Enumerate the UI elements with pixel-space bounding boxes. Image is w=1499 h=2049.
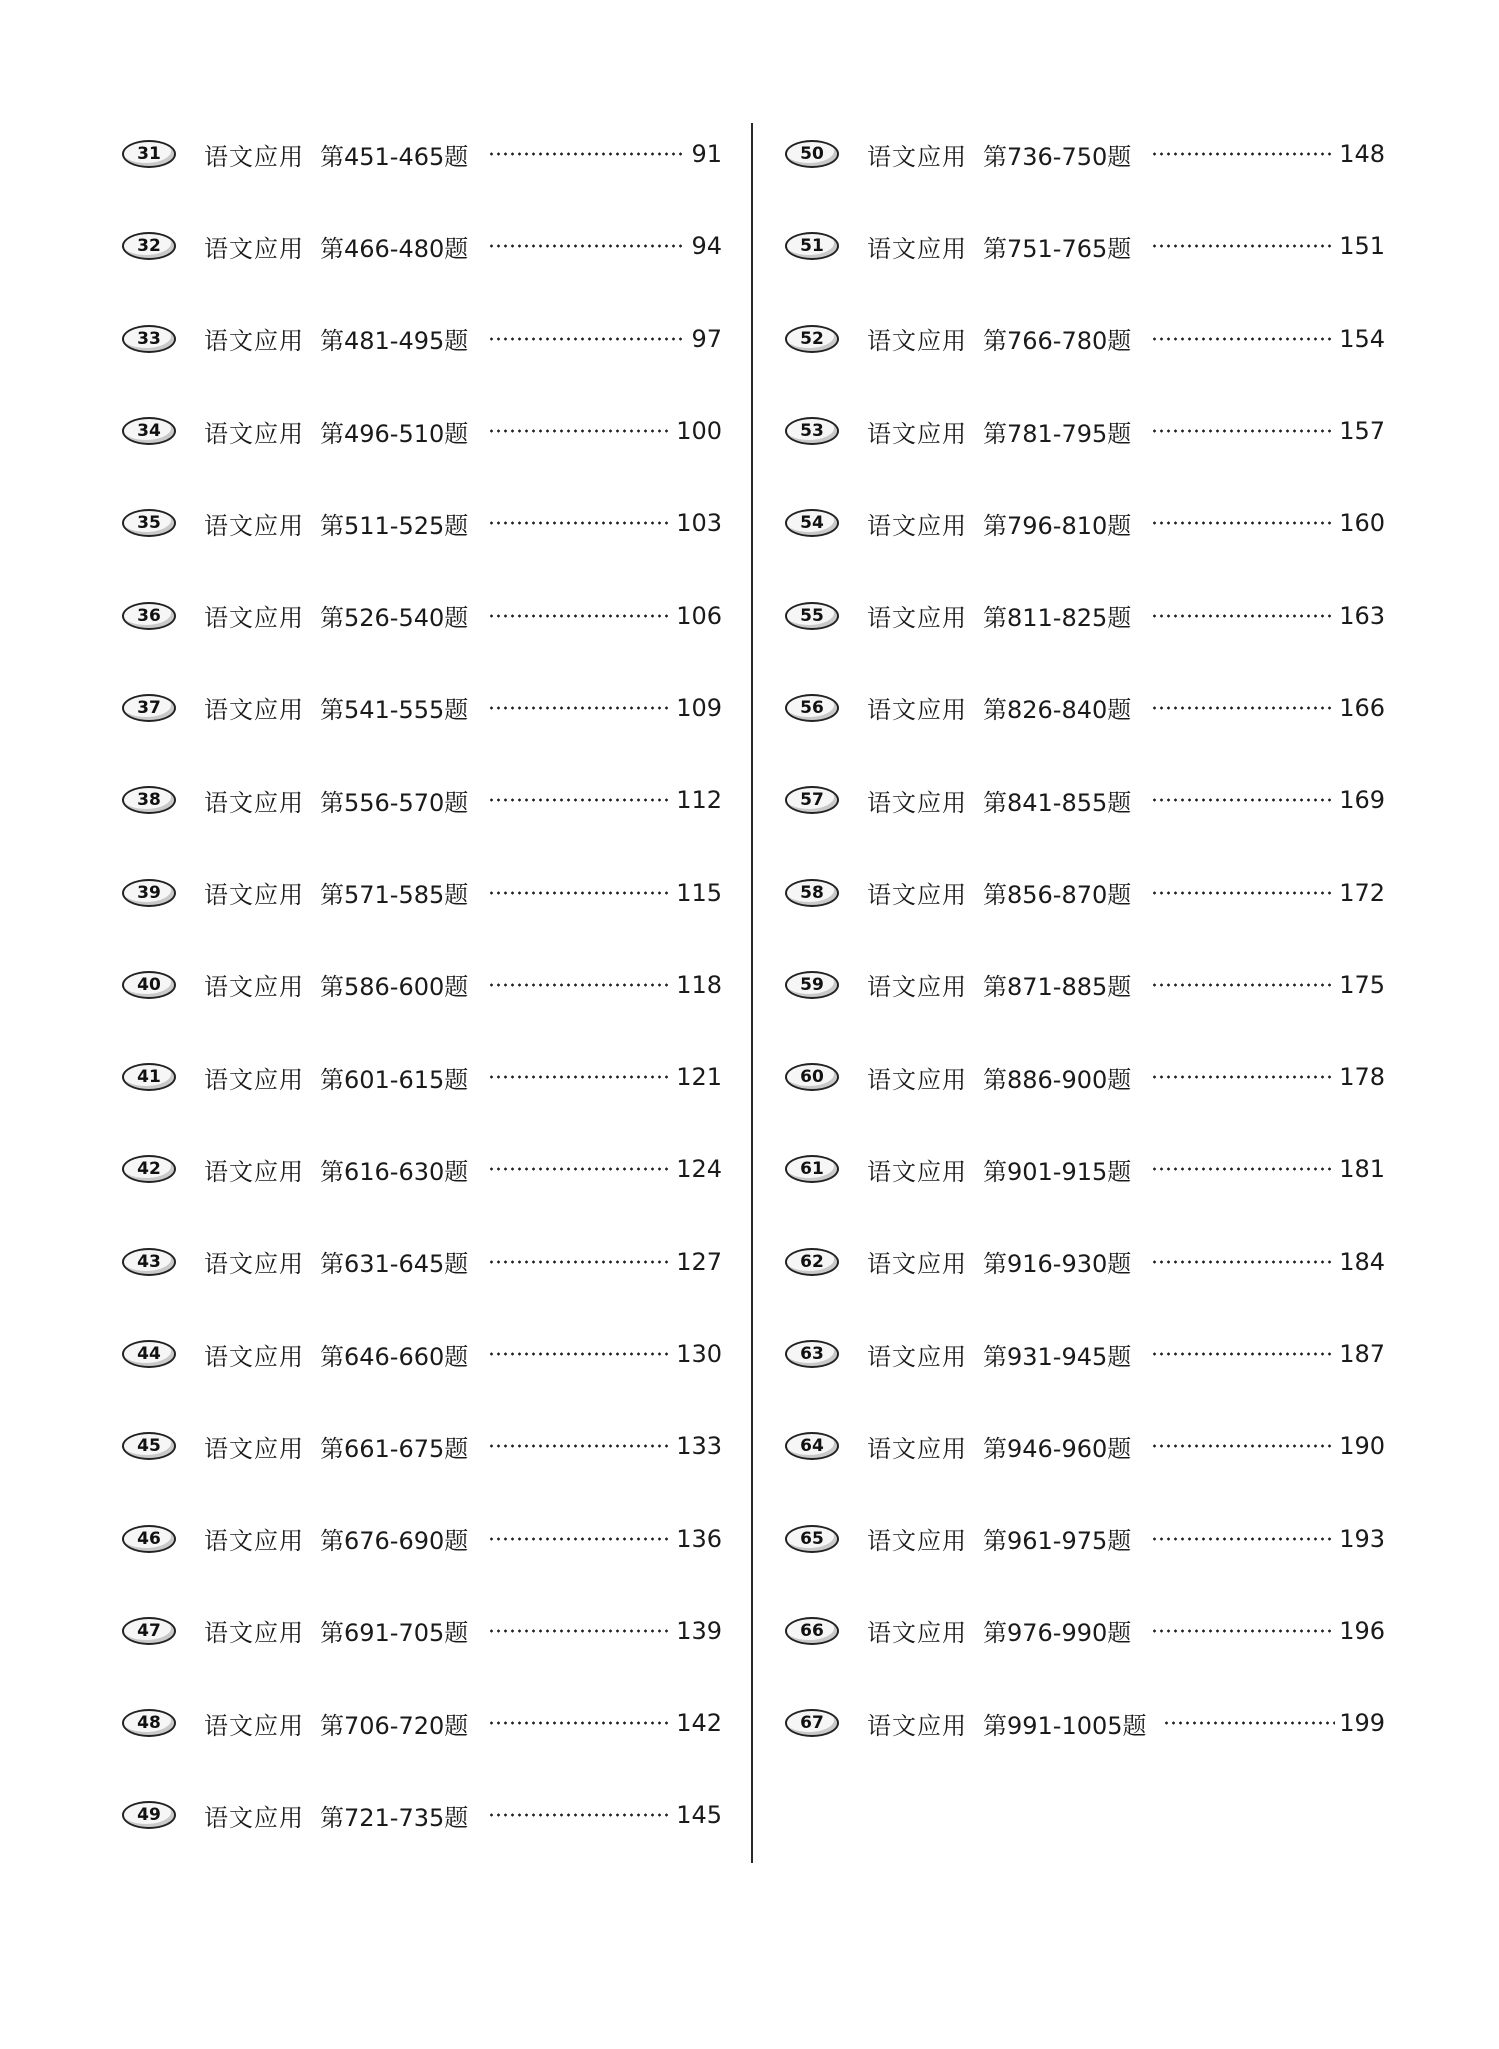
section-number-badge: 56 [785, 694, 839, 722]
toc-entry[interactable] [785, 846, 1385, 938]
entry-page-number: 175 [1339, 970, 1385, 999]
entry-subject: 语文应用 [867, 511, 967, 540]
entry-question-range: 第511-525题 [320, 511, 469, 540]
entry-question-range: 第916-930题 [983, 1250, 1132, 1279]
entry-page-number: 181 [1339, 1155, 1385, 1184]
entry-subject: 语文应用 [867, 1527, 967, 1556]
entry-subject: 语文应用 [867, 1619, 967, 1648]
section-number-badge: 38 [122, 786, 176, 814]
entry-page-number: 172 [1339, 878, 1385, 907]
entry-question-range: 第871-885题 [983, 973, 1132, 1002]
section-number-badge: 39 [122, 879, 176, 907]
dot-leader [488, 798, 672, 802]
section-number-badge: 31 [122, 140, 176, 168]
entry-page-number: 133 [676, 1432, 722, 1461]
entry-question-range: 第571-585题 [320, 881, 469, 910]
entry-page-number: 151 [1339, 232, 1385, 261]
entry-question-range: 第886-900题 [983, 1065, 1132, 1094]
section-number-badge: 58 [785, 879, 839, 907]
entry-subject: 语文应用 [204, 788, 304, 817]
section-number-badge: 33 [122, 325, 176, 353]
entry-question-range: 第736-750题 [983, 142, 1132, 171]
entry-question-range: 第661-675题 [320, 1434, 469, 1463]
entry-subject: 语文应用 [204, 511, 304, 540]
entry-subject: 语文应用 [867, 881, 967, 910]
dot-leader [1151, 706, 1335, 710]
dot-leader [488, 1537, 672, 1541]
entry-subject: 语文应用 [204, 1619, 304, 1648]
dot-leader [488, 521, 672, 525]
toc-entry[interactable] [785, 1677, 1385, 1769]
entry-page-number: 187 [1339, 1340, 1385, 1368]
section-number-badge: 45 [122, 1432, 176, 1460]
entry-page-number: 178 [1339, 1063, 1385, 1092]
entry-question-range: 第616-630题 [320, 1157, 469, 1186]
section-number-badge: 50 [785, 140, 839, 168]
entry-page-number: 106 [676, 601, 722, 630]
toc-entry[interactable] [785, 385, 1385, 477]
section-number-badge: 61 [785, 1155, 839, 1183]
dot-leader [1163, 1721, 1336, 1725]
section-number-badge: 49 [122, 1801, 176, 1829]
entry-page-number: 103 [676, 509, 722, 538]
entry-question-range: 第901-915题 [983, 1157, 1132, 1186]
entry-question-range: 第781-795题 [983, 419, 1132, 448]
entry-question-range: 第826-840题 [983, 696, 1132, 725]
entry-subject: 语文应用 [867, 696, 967, 725]
entry-subject: 语文应用 [867, 973, 967, 1002]
entry-page-number: 196 [1339, 1616, 1385, 1645]
entry-subject: 语文应用 [867, 788, 967, 817]
toc-entry[interactable] [785, 1123, 1385, 1215]
entry-subject: 语文应用 [867, 1434, 967, 1463]
toc-entry[interactable] [785, 662, 1385, 754]
entry-subject: 语文应用 [204, 1527, 304, 1556]
entry-question-range: 第991-1005题 [983, 1711, 1147, 1740]
toc-entry[interactable] [785, 1031, 1385, 1123]
entry-page-number: 100 [676, 417, 722, 446]
toc-entry[interactable] [785, 477, 1385, 569]
toc-entry[interactable] [122, 754, 722, 846]
dot-leader [1151, 1537, 1335, 1541]
entry-page-number: 193 [1339, 1524, 1385, 1553]
entry-question-range: 第691-705题 [320, 1619, 469, 1648]
entry-question-range: 第931-945题 [983, 1342, 1132, 1371]
entry-question-range: 第811-825题 [983, 604, 1132, 633]
entry-subject: 语文应用 [867, 1711, 967, 1740]
entry-question-range: 第541-555题 [320, 696, 469, 725]
dot-leader [488, 1352, 672, 1356]
toc-entry[interactable] [122, 1769, 722, 1861]
entry-subject: 语文应用 [867, 234, 967, 263]
entry-page-number: 124 [676, 1155, 722, 1184]
dot-leader [1151, 798, 1335, 802]
entry-subject: 语文应用 [204, 1342, 304, 1371]
entry-subject: 语文应用 [867, 1342, 967, 1371]
entry-page-number: 109 [676, 693, 722, 722]
dot-leader [1151, 891, 1335, 895]
section-number-badge: 32 [122, 232, 176, 260]
entry-subject: 语文应用 [204, 419, 304, 448]
entry-page-number: 91 [691, 140, 722, 169]
entry-page-number: 148 [1339, 140, 1385, 169]
dot-leader [1151, 1352, 1335, 1356]
entry-question-range: 第751-765题 [983, 234, 1132, 263]
toc-column-left [122, 108, 722, 1862]
entry-page-number: 190 [1339, 1432, 1385, 1461]
toc-entry[interactable] [785, 108, 1385, 200]
entry-question-range: 第856-870题 [983, 881, 1132, 910]
entry-question-range: 第526-540题 [320, 604, 469, 633]
dot-leader [1151, 1260, 1335, 1264]
entry-question-range: 第676-690题 [320, 1527, 469, 1556]
dot-leader [1151, 521, 1335, 525]
entry-subject: 语文应用 [867, 419, 967, 448]
entry-question-range: 第556-570题 [320, 788, 469, 817]
entry-subject: 语文应用 [867, 1065, 967, 1094]
entry-question-range: 第451-465题 [320, 142, 469, 171]
entry-subject: 语文应用 [204, 1157, 304, 1186]
section-number-badge: 42 [122, 1155, 176, 1183]
entry-page-number: 145 [676, 1801, 722, 1830]
entry-page-number: 136 [676, 1524, 722, 1553]
dot-leader [488, 1629, 672, 1633]
toc-column-right [785, 108, 1385, 1769]
section-number-badge: 66 [785, 1617, 839, 1645]
toc-entry[interactable] [122, 939, 722, 1031]
entry-page-number: 130 [676, 1340, 722, 1368]
section-number-badge: 60 [785, 1063, 839, 1091]
entry-subject: 语文应用 [204, 234, 304, 263]
toc-entry[interactable] [785, 293, 1385, 385]
entry-subject: 语文应用 [204, 142, 304, 171]
toc-entry[interactable] [122, 1123, 722, 1215]
section-number-badge: 52 [785, 325, 839, 353]
dot-leader [488, 429, 672, 433]
entry-question-range: 第646-660题 [320, 1342, 469, 1371]
section-number-badge: 47 [122, 1617, 176, 1645]
section-number-badge: 40 [122, 971, 176, 999]
dot-leader [488, 614, 672, 618]
dot-leader [488, 983, 672, 987]
toc-entry[interactable] [122, 1216, 722, 1308]
section-number-badge: 67 [785, 1709, 839, 1737]
section-number-badge: 51 [785, 232, 839, 260]
dot-leader [488, 1813, 672, 1817]
section-number-badge: 65 [785, 1525, 839, 1553]
entry-question-range: 第946-960题 [983, 1434, 1132, 1463]
entry-question-range: 第466-480题 [320, 234, 469, 263]
toc-entry[interactable] [785, 939, 1385, 1031]
entry-question-range: 第706-720题 [320, 1711, 469, 1740]
entry-page-number: 139 [676, 1616, 722, 1645]
entry-page-number: 97 [691, 324, 722, 353]
toc-entry[interactable] [785, 1492, 1385, 1584]
dot-leader [1151, 244, 1335, 248]
dot-leader [1151, 337, 1335, 341]
dot-leader [488, 152, 684, 156]
section-number-badge: 36 [122, 602, 176, 630]
toc-entry[interactable] [122, 569, 722, 661]
section-number-badge: 43 [122, 1248, 176, 1276]
section-number-badge: 53 [785, 417, 839, 445]
dot-leader [1151, 1167, 1335, 1171]
entry-page-number: 157 [1339, 417, 1385, 446]
column-divider [751, 123, 753, 1863]
toc-entry[interactable] [122, 662, 722, 754]
toc-entry[interactable] [785, 200, 1385, 292]
entry-question-range: 第976-990题 [983, 1619, 1132, 1648]
toc-entry[interactable] [785, 1308, 1385, 1400]
section-number-badge: 64 [785, 1432, 839, 1460]
entry-subject: 语文应用 [204, 1803, 304, 1832]
dot-leader [1151, 429, 1335, 433]
entry-page-number: 112 [676, 786, 722, 815]
dot-leader [488, 1260, 672, 1264]
toc-entry[interactable] [785, 754, 1385, 846]
section-number-badge: 54 [785, 509, 839, 537]
entry-question-range: 第766-780题 [983, 327, 1132, 356]
dot-leader [488, 706, 672, 710]
toc-entry[interactable] [122, 385, 722, 477]
entry-page-number: 142 [676, 1709, 722, 1738]
section-number-badge: 41 [122, 1063, 176, 1091]
toc-entry[interactable] [122, 1031, 722, 1123]
entry-subject: 语文应用 [204, 696, 304, 725]
toc-entry[interactable] [122, 1308, 722, 1400]
toc-entry[interactable] [122, 477, 722, 569]
entry-subject: 语文应用 [204, 1711, 304, 1740]
dot-leader [488, 1075, 672, 1079]
entry-subject: 语文应用 [204, 1250, 304, 1279]
entry-question-range: 第841-855题 [983, 788, 1132, 817]
entry-subject: 语文应用 [867, 327, 967, 356]
section-number-badge: 35 [122, 509, 176, 537]
entry-question-range: 第796-810题 [983, 511, 1132, 540]
entry-page-number: 121 [676, 1063, 722, 1092]
entry-question-range: 第496-510题 [320, 419, 469, 448]
entry-question-range: 第631-645题 [320, 1250, 469, 1279]
toc-entry[interactable] [122, 293, 722, 385]
entry-subject: 语文应用 [204, 327, 304, 356]
entry-page-number: 154 [1339, 324, 1385, 353]
dot-leader [1151, 983, 1335, 987]
dot-leader [1151, 152, 1335, 156]
toc-entry[interactable] [785, 1585, 1385, 1677]
dot-leader [1151, 1444, 1335, 1448]
toc-entry[interactable] [122, 846, 722, 938]
section-number-badge: 63 [785, 1340, 839, 1368]
dot-leader [488, 337, 684, 341]
section-number-badge: 37 [122, 694, 176, 722]
section-number-badge: 59 [785, 971, 839, 999]
section-number-badge: 44 [122, 1340, 176, 1368]
section-number-badge: 62 [785, 1248, 839, 1276]
toc-entry[interactable] [122, 108, 722, 200]
dot-leader [1151, 1629, 1335, 1633]
entry-question-range: 第601-615题 [320, 1065, 469, 1094]
entry-page-number: 169 [1339, 786, 1385, 815]
dot-leader [488, 891, 672, 895]
entry-page-number: 118 [676, 970, 722, 999]
entry-subject: 语文应用 [204, 1434, 304, 1463]
section-number-badge: 57 [785, 786, 839, 814]
toc-entry[interactable] [122, 200, 722, 292]
entry-subject: 语文应用 [204, 881, 304, 910]
entry-question-range: 第721-735题 [320, 1803, 469, 1832]
entry-subject: 语文应用 [867, 142, 967, 171]
entry-question-range: 第961-975题 [983, 1527, 1132, 1556]
dot-leader [488, 1167, 672, 1171]
toc-entry[interactable] [785, 1400, 1385, 1492]
entry-subject: 语文应用 [867, 604, 967, 633]
section-number-badge: 55 [785, 602, 839, 630]
dot-leader [488, 244, 684, 248]
toc-entry[interactable] [122, 1400, 722, 1492]
entry-question-range: 第586-600题 [320, 973, 469, 1002]
entry-page-number: 115 [676, 878, 722, 907]
entry-subject: 语文应用 [204, 973, 304, 1002]
section-number-badge: 46 [122, 1525, 176, 1553]
section-number-badge: 48 [122, 1709, 176, 1737]
dot-leader [488, 1444, 672, 1448]
dot-leader [1151, 1075, 1335, 1079]
entry-page-number: 199 [1339, 1709, 1385, 1738]
toc-entry[interactable] [122, 1585, 722, 1677]
toc-entry[interactable] [785, 1216, 1385, 1308]
entry-page-number: 160 [1339, 509, 1385, 538]
dot-leader [1151, 614, 1335, 618]
entry-question-range: 第481-495题 [320, 327, 469, 356]
entry-subject: 语文应用 [867, 1250, 967, 1279]
entry-page-number: 94 [691, 232, 722, 261]
toc-entry[interactable] [122, 1677, 722, 1769]
entry-subject: 语文应用 [204, 604, 304, 633]
entry-subject: 语文应用 [204, 1065, 304, 1094]
entry-page-number: 127 [676, 1247, 722, 1276]
toc-entry[interactable] [785, 569, 1385, 661]
entry-page-number: 163 [1339, 601, 1385, 630]
toc-entry[interactable] [122, 1492, 722, 1584]
section-number-badge: 34 [122, 417, 176, 445]
entry-page-number: 166 [1339, 693, 1385, 722]
entry-page-number: 184 [1339, 1247, 1385, 1276]
dot-leader [488, 1721, 672, 1725]
entry-subject: 语文应用 [867, 1157, 967, 1186]
